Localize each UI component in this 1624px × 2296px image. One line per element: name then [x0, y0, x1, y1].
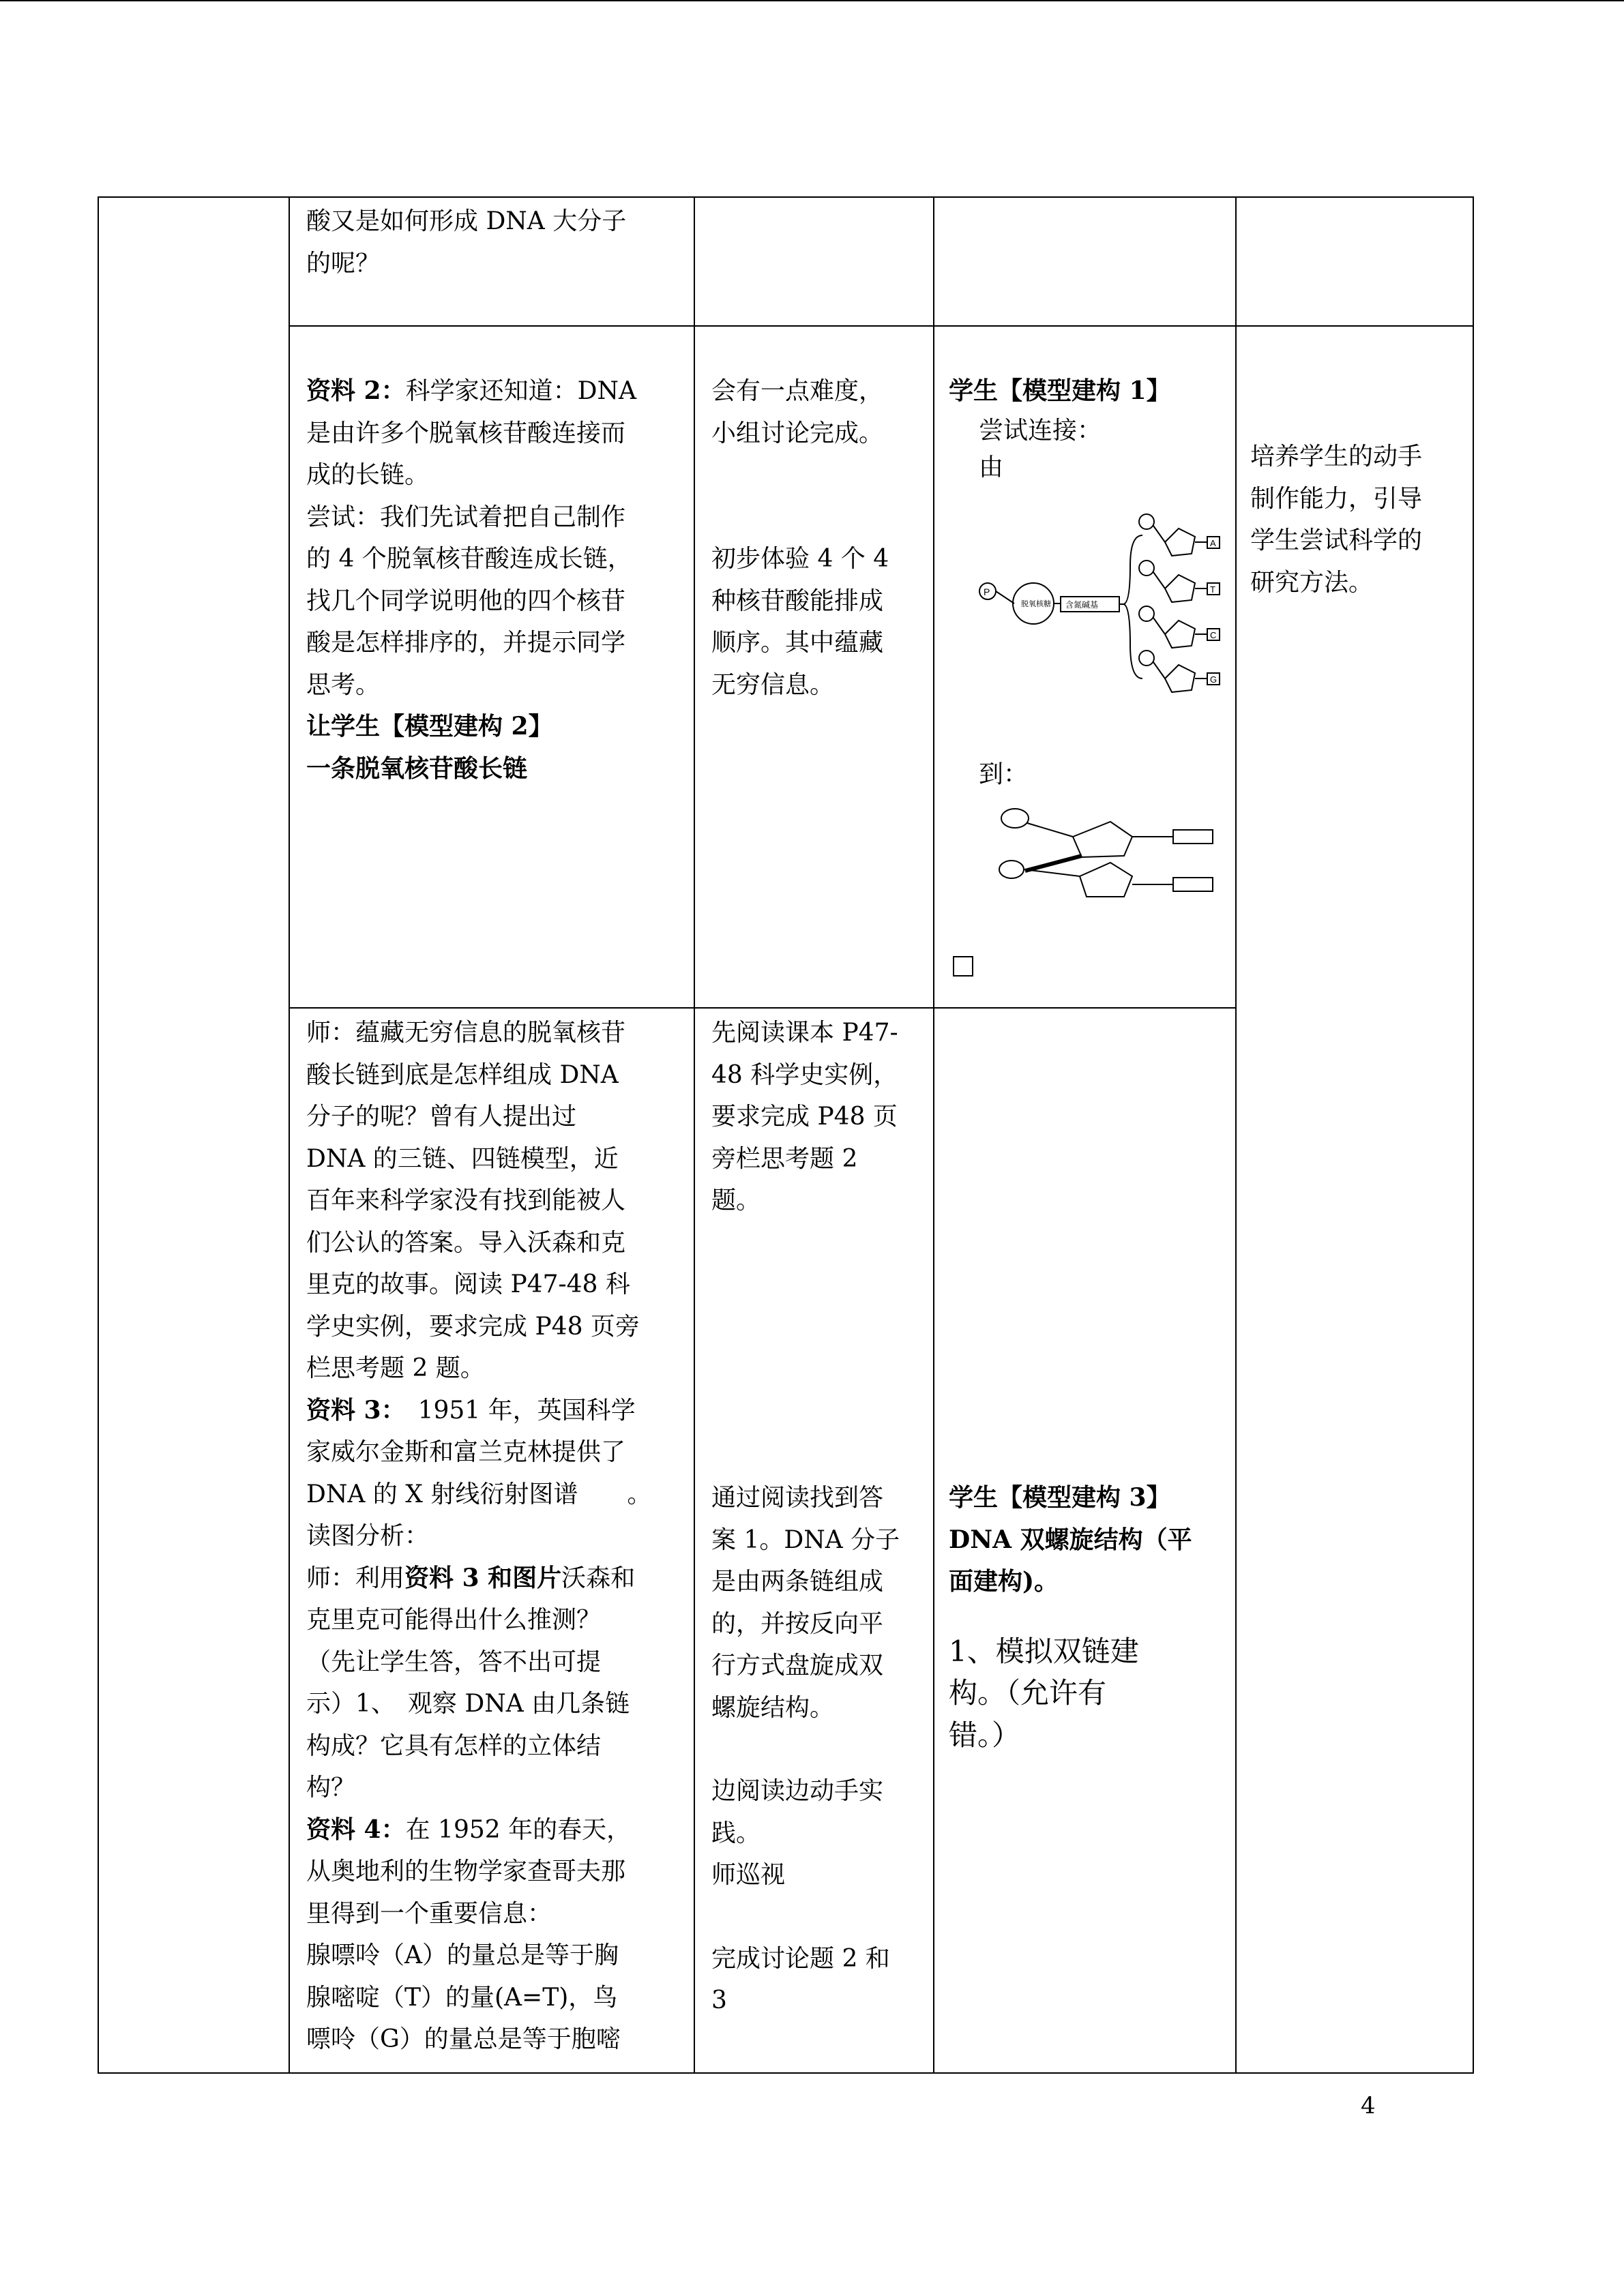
row3-student-line: 旁栏思考题 2: [711, 1144, 858, 1173]
row3-student-line: 先阅读课本 P47-: [711, 1019, 898, 1047]
row2-student-line: 种核苷酸能排成: [711, 586, 884, 615]
model-task-3-step: 1、模拟双链建: [949, 1634, 1139, 1668]
row2-teacher-line: 的 4 个脱氧核苷酸连成长链，: [306, 545, 632, 573]
model-task-3-title: 学生【模型建构 3】: [949, 1483, 1171, 1512]
row3-teacher-line: 构成？它具有怎样的立体结: [306, 1731, 602, 1760]
model-task-3-step: 错。）: [949, 1718, 1021, 1752]
row3-teacher-line: 里得到一个重要信息：: [306, 1899, 552, 1928]
row2-intent-cell: [1250, 436, 1468, 603]
row3-student-line: 题。: [711, 1187, 761, 1214]
row2-student-line: 无穷信息。: [711, 670, 835, 699]
row3-teacher-line: 构？: [306, 1774, 356, 1802]
row3-teacher-line: 家威尔金斯和富兰克林提供了: [306, 1438, 626, 1466]
row3-student-line: 3: [711, 1986, 727, 2014]
row3-teacher-line: 示）1、 观察 DNA 由几条链: [306, 1690, 630, 1718]
row3-student-cell-top: [711, 1012, 930, 1222]
base-c-label: C: [1210, 630, 1217, 640]
row3-student-line: 通过阅读找到答: [711, 1484, 884, 1512]
row2-teacher-cell: [306, 370, 688, 790]
col3-border: [933, 196, 934, 2074]
row3-student-line: 行方式盘旋成双: [711, 1652, 884, 1680]
question-prefix: 师：利用: [306, 1564, 405, 1592]
base-g-label: G: [1210, 674, 1217, 685]
table-top-border-right: [792, 196, 1474, 198]
row2-teacher-line: 尝试：我们先试着把自己制作: [306, 503, 626, 531]
table-bottom-border: [98, 2072, 1474, 2074]
material4-line: [306, 1809, 688, 1851]
row3-student-line: 师巡视: [711, 1861, 786, 1889]
row3-teacher-cell: [306, 1012, 688, 2061]
row3-teacher-line: 读图分析：: [306, 1522, 430, 1550]
to-label: 到：: [979, 760, 1029, 788]
intent-line: 研究方法。: [1250, 568, 1374, 597]
material4-label: 资料 4：: [306, 1815, 406, 1844]
col2-border: [694, 196, 695, 2074]
row1-teacher-cell: [306, 200, 688, 284]
row3-teacher-line: 从奥地利的生物学家查哥夫那: [306, 1858, 626, 1885]
row3-student-line: 48 科学史实例，: [711, 1060, 898, 1089]
row2-bottom-border: [289, 1007, 1237, 1009]
model-task-1-title: 学生【模型建构 1】: [949, 376, 1171, 405]
col4-border: [1235, 196, 1237, 2074]
page-number: 4: [1361, 2092, 1376, 2119]
row2-student-line: 顺序。其中蕴藏: [711, 629, 884, 657]
row3-student-line: 践。: [711, 1819, 761, 1847]
table-left-border: [98, 196, 99, 2074]
row2-teacher-line: 成的长链。: [306, 461, 430, 489]
row3-student-line: 是由两条链组成: [711, 1568, 884, 1596]
base-t-label: T: [1210, 584, 1215, 595]
row1-teacher-line: 的呢？: [306, 249, 381, 278]
row3-teacher-line: 嘌呤（G）的量总是等于胞嘧: [306, 2025, 621, 2053]
row2-student-line: 会有一点难度，: [711, 377, 884, 405]
row3-student-cell-bottom: [711, 1477, 930, 2022]
row3-teacher-line: 百年来科学家没有找到能被人: [306, 1187, 626, 1214]
teacher-question-line: [306, 1557, 688, 1600]
model-task-3-line: 面建构)。: [949, 1567, 1059, 1596]
row2-student-cell: [711, 370, 930, 706]
intent-line: 培养学生的动手: [1250, 443, 1423, 471]
empty-checkbox[interactable]: [953, 956, 973, 976]
row1-bottom-border: [289, 325, 1474, 327]
intent-line: 制作能力，引导: [1250, 484, 1423, 513]
sugar-label: 脱氧核糖: [1021, 600, 1051, 608]
table-right-border: [1473, 196, 1474, 2074]
row3-teacher-line: （先让学生答，答不出可提: [306, 1648, 602, 1676]
row3-teacher-line: 里克的故事。阅读 P47-48 科: [306, 1270, 630, 1298]
row3-teacher-line: 学史实例，要求完成 P48 页旁: [306, 1312, 640, 1341]
row3-teacher-line: 克里克可能得出什么推测？: [306, 1606, 602, 1634]
row3-teacher-line: DNA 的三链、四链模型，近: [306, 1144, 619, 1173]
model-task-2-subtitle: 一条脱氧核苷酸长链: [306, 754, 528, 783]
material3-text: 1951 年，英国科学: [393, 1396, 636, 1425]
row3-teacher-line: 分子的呢？曾有人提出过: [306, 1103, 577, 1131]
material2-label: 资料 2：: [306, 376, 406, 405]
material3-label: 资料 3：: [306, 1395, 394, 1425]
row2-teacher-line: 是由许多个脱氧核苷酸连接而: [306, 419, 626, 447]
row3-teacher-line: 酸长链到底是怎样组成 DNA: [306, 1060, 619, 1089]
model-task-3-step: 构。（允许有: [949, 1676, 1107, 1710]
material3-line: [306, 1390, 688, 1432]
question-bold: 资料 3 和图片: [404, 1563, 562, 1592]
material2-text: 科学家还知道：DNA: [405, 377, 636, 405]
row3-activity-cell: [949, 1477, 1232, 1756]
linked-nucleotides-diagram: [994, 801, 1220, 910]
row3-student-line: 螺旋结构。: [711, 1693, 835, 1722]
col1-border: [289, 196, 290, 2074]
material4-text: 在 1952 年的春天，: [405, 1815, 632, 1844]
intent-line: 学生尝试科学的: [1250, 526, 1423, 554]
row3-teacher-line: 师：蕴藏无穷信息的脱氧核苷: [306, 1019, 626, 1047]
table-top-border: [98, 196, 792, 198]
phosphate-label: P: [984, 586, 990, 597]
try-connect-label: 尝试连接：: [979, 416, 1102, 445]
row1-teacher-line: 酸又是如何形成 DNA 大分子: [306, 207, 627, 235]
row2-teacher-line: 酸是怎样排序的，并提示同学: [306, 629, 626, 657]
model-task-2-title: 让学生【模型建构 2】: [306, 712, 553, 741]
row3-student-line: 完成讨论题 2 和: [711, 1944, 890, 1973]
row2-teacher-line: 思考。: [306, 670, 381, 699]
row2-student-line: 初步体验 4 个 4: [711, 545, 889, 573]
question-suffix: 沃森和: [561, 1564, 636, 1592]
row3-teacher-line: DNA 的 X 射线衍射图谱 。: [306, 1480, 652, 1508]
row2-activity-cell: [949, 370, 1232, 486]
row3-student-line: 案 1。DNA 分子: [711, 1525, 900, 1554]
nucleotide-parts-diagram: [972, 508, 1231, 696]
material2-line: [306, 370, 688, 413]
row3-student-line: 要求完成 P48 页: [711, 1103, 898, 1131]
row3-teacher-line: 们公认的答案。导入沃森和克: [306, 1228, 626, 1257]
to-label-cell: [979, 754, 1115, 796]
row2-teacher-line: 找几个同学说明他的四个核苷: [306, 586, 626, 615]
row2-student-line: 小组讨论完成。: [711, 419, 884, 447]
row3-student-line: 的，并按反向平: [711, 1609, 884, 1638]
row3-teacher-line: 腺嘌呤（A）的量总是等于胸: [306, 1941, 619, 1969]
row3-teacher-line: 腺嘧啶（T）的量(A=T)，鸟: [306, 1983, 618, 2012]
model-task-3-line: DNA 双螺旋结构（平: [949, 1525, 1192, 1554]
row3-teacher-line: 栏思考题 2 题。: [306, 1354, 485, 1382]
base-label: 含氮碱基: [1065, 600, 1099, 610]
base-a-label: A: [1210, 538, 1216, 548]
row3-student-line: 边阅读边动手实: [711, 1777, 884, 1805]
from-label: 由: [979, 453, 1004, 481]
